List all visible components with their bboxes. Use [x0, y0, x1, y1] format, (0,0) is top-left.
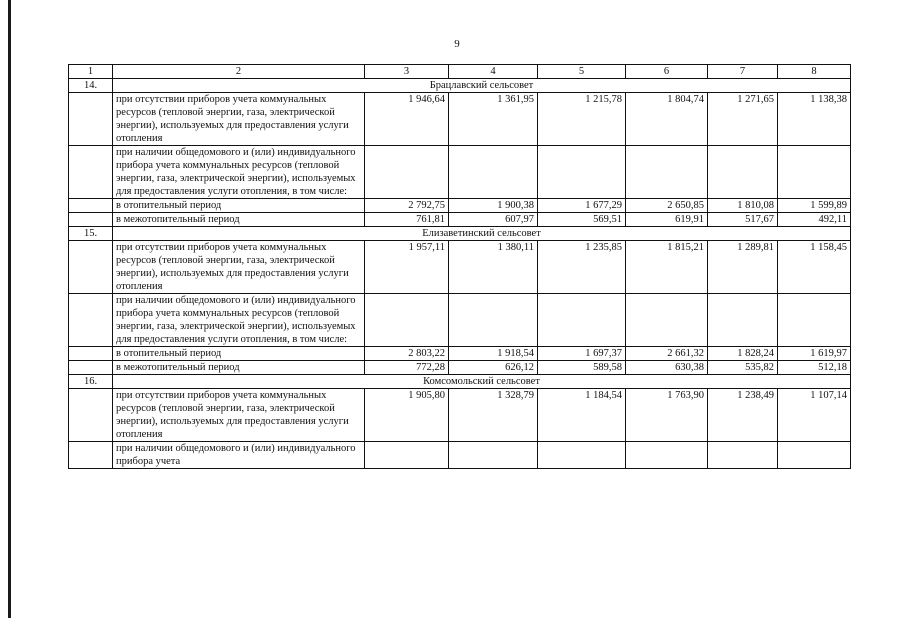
column-number-row	[69, 65, 851, 79]
table-row	[69, 361, 851, 375]
section-index: 14.	[69, 79, 113, 93]
empty-cell	[778, 146, 851, 199]
table-row	[69, 442, 851, 469]
empty-cell	[69, 347, 113, 361]
empty-cell	[708, 442, 778, 469]
row-label: при отсутствии приборов учета коммунальных ресурсов (тепловой энергии, газа, электрической энергии), используемых для предоставления услуги отопления	[113, 241, 365, 294]
column-number: 4	[449, 65, 538, 79]
value-cell: 2 661,32	[626, 347, 708, 361]
value-cell: 2 792,75	[365, 199, 449, 213]
empty-cell	[69, 361, 113, 375]
value-cell: 1 804,74	[626, 93, 708, 146]
value-cell: 492,11	[778, 213, 851, 227]
empty-cell	[449, 294, 538, 347]
column-number: 7	[708, 65, 778, 79]
row-label: в отопительный период	[113, 347, 365, 361]
section-index: 16.	[69, 375, 113, 389]
value-cell: 2 650,85	[626, 199, 708, 213]
empty-cell	[69, 146, 113, 199]
empty-cell	[365, 146, 449, 199]
table-row	[69, 146, 851, 199]
value-cell: 1 810,08	[708, 199, 778, 213]
empty-cell	[538, 294, 626, 347]
table-row	[69, 294, 851, 347]
empty-cell	[626, 442, 708, 469]
empty-cell	[708, 294, 778, 347]
row-label: при наличии общедомового и (или) индивидуального прибора учета коммунальных ресурсов (тепловой энергии, газа, электрической энергии), используемых для предоставления услуги отопления, в том числе:	[113, 146, 365, 199]
empty-cell	[778, 294, 851, 347]
empty-cell	[538, 442, 626, 469]
value-cell: 1 380,11	[449, 241, 538, 294]
section-header-row	[69, 375, 851, 389]
row-label: в отопительный период	[113, 199, 365, 213]
value-cell: 1 138,38	[778, 93, 851, 146]
value-cell: 1 619,97	[778, 347, 851, 361]
row-label: при наличии общедомового и (или) индивидуального прибора учета	[113, 442, 365, 469]
column-number: 2	[113, 65, 365, 79]
value-cell: 1 828,24	[708, 347, 778, 361]
value-cell: 772,28	[365, 361, 449, 375]
empty-cell	[69, 213, 113, 227]
value-cell: 589,58	[538, 361, 626, 375]
empty-cell	[449, 146, 538, 199]
value-cell: 1 328,79	[449, 389, 538, 442]
value-cell: 630,38	[626, 361, 708, 375]
value-cell: 1 235,85	[538, 241, 626, 294]
empty-cell	[449, 442, 538, 469]
value-cell: 1 946,64	[365, 93, 449, 146]
section-index: 15.	[69, 227, 113, 241]
section-name: Брацлавский сельсовет	[113, 79, 851, 93]
value-cell: 761,81	[365, 213, 449, 227]
value-cell: 1 763,90	[626, 389, 708, 442]
column-number: 5	[538, 65, 626, 79]
value-cell: 1 215,78	[538, 93, 626, 146]
empty-cell	[626, 146, 708, 199]
table-row	[69, 347, 851, 361]
value-cell: 1 918,54	[449, 347, 538, 361]
value-cell: 1 361,95	[449, 93, 538, 146]
section-header-row	[69, 79, 851, 93]
section-name: Елизаветинский сельсовет	[113, 227, 851, 241]
column-number: 3	[365, 65, 449, 79]
value-cell: 1 158,45	[778, 241, 851, 294]
value-cell: 535,82	[708, 361, 778, 375]
value-cell: 1 107,14	[778, 389, 851, 442]
empty-cell	[708, 146, 778, 199]
value-cell: 1 697,37	[538, 347, 626, 361]
empty-cell	[69, 294, 113, 347]
row-label: в межотопительный период	[113, 361, 365, 375]
value-cell: 569,51	[538, 213, 626, 227]
value-cell: 512,18	[778, 361, 851, 375]
row-label: в межотопительный период	[113, 213, 365, 227]
value-cell: 1 957,11	[365, 241, 449, 294]
table-row	[69, 93, 851, 146]
column-number: 8	[778, 65, 851, 79]
value-cell: 1 677,29	[538, 199, 626, 213]
empty-cell	[365, 294, 449, 347]
tariff-table	[68, 64, 851, 469]
table-row	[69, 199, 851, 213]
value-cell: 1 900,38	[449, 199, 538, 213]
row-label: при наличии общедомового и (или) индивидуального прибора учета коммунальных ресурсов (тепловой энергии, газа, электрической энергии), используемых для предоставления услуги отопления, в том числе:	[113, 294, 365, 347]
empty-cell	[69, 442, 113, 469]
table-row	[69, 241, 851, 294]
row-label: при отсутствии приборов учета коммунальных ресурсов (тепловой энергии, газа, электрической энергии), используемых для предоставления услуги отопления	[113, 93, 365, 146]
value-cell: 517,67	[708, 213, 778, 227]
value-cell: 626,12	[449, 361, 538, 375]
value-cell: 1 271,65	[708, 93, 778, 146]
empty-cell	[69, 241, 113, 294]
value-cell: 1 184,54	[538, 389, 626, 442]
value-cell: 2 803,22	[365, 347, 449, 361]
empty-cell	[778, 442, 851, 469]
table-row	[69, 213, 851, 227]
empty-cell	[69, 389, 113, 442]
value-cell: 1 815,21	[626, 241, 708, 294]
value-cell: 1 905,80	[365, 389, 449, 442]
value-cell: 1 599,89	[778, 199, 851, 213]
value-cell: 1 238,49	[708, 389, 778, 442]
page-number: 9	[454, 38, 460, 50]
empty-cell	[69, 199, 113, 213]
section-name: Комсомольский сельсовет	[113, 375, 851, 389]
value-cell: 607,97	[449, 213, 538, 227]
value-cell: 619,91	[626, 213, 708, 227]
column-number: 1	[69, 65, 113, 79]
section-header-row	[69, 227, 851, 241]
row-label: при отсутствии приборов учета коммунальных ресурсов (тепловой энергии, газа, электрической энергии), используемых для предоставления услуги отопления	[113, 389, 365, 442]
column-number: 6	[626, 65, 708, 79]
empty-cell	[538, 146, 626, 199]
binding-edge	[8, 0, 11, 618]
empty-cell	[626, 294, 708, 347]
empty-cell	[365, 442, 449, 469]
empty-cell	[69, 93, 113, 146]
table-row	[69, 389, 851, 442]
value-cell: 1 289,81	[708, 241, 778, 294]
